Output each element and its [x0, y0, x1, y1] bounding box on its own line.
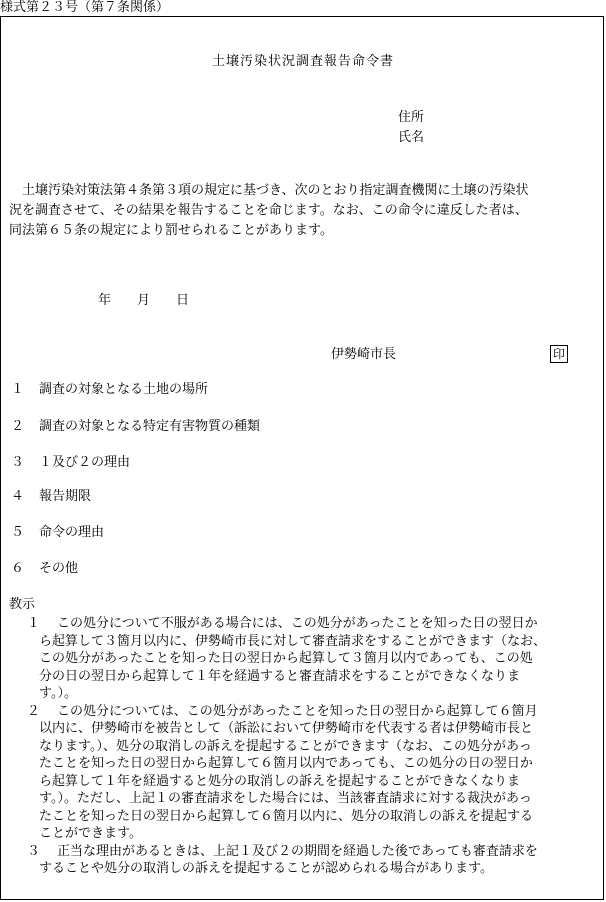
- form-number: 様式第２３号（第７条関係）: [0, 0, 170, 15]
- note-line: たことを知った日の翌日から起算して６箇月以内に、処分の取消しの訴えを提起する: [39, 808, 534, 824]
- date-day: 日: [176, 293, 190, 308]
- item-number: ５: [11, 525, 25, 540]
- date-month: 月: [137, 293, 151, 308]
- note-line: この処分について不服がある場合には、この処分があったことを知った日の翌日か: [57, 616, 538, 631]
- item-number: ６: [11, 561, 25, 576]
- list-item: [11, 419, 260, 435]
- note-line: この処分については、この処分があったことを知った日の翌日から起算して６箇月: [57, 703, 538, 719]
- note-number: ２: [27, 703, 41, 719]
- item-number: ３: [11, 455, 25, 470]
- item-label: 調査の対象となる特定有害物質の種類: [39, 419, 261, 434]
- note-line: 以内に、伊勢崎市を被告として（訴訟において伊勢崎市を代表する者は伊勢崎市長と: [39, 721, 534, 736]
- note-number: １: [27, 616, 41, 631]
- note-line: たことを知った日の翌日から起算して６箇月以内であっても、この処分の日の翌日か: [39, 756, 533, 771]
- order-body-line: 況を調査させて、その結果を報告することを命じます。なお、この命令に違反した者は、: [9, 203, 528, 218]
- instructions-label: 教示: [9, 597, 36, 612]
- note-line: 分の日の翌日から起算して１年を経過すると審査請求をすることができなくなりま: [39, 668, 521, 684]
- note-number: ３: [27, 843, 41, 859]
- note-line: することや処分の取消しの訴えを提起することが認められる場合があります。: [39, 861, 493, 876]
- document-frame: [0, 16, 604, 900]
- order-body-line: 土壌汚染対策法第４条第３項の規定に基づき、次のとおり指定調査機関に土壌の汚染状: [9, 183, 529, 198]
- date-row: [98, 293, 189, 309]
- note-line: 正当な理由があるときは、上記１及び２の期間を経過した後であっても審査請求を: [57, 843, 538, 859]
- item-label: １及び２の理由: [39, 455, 131, 470]
- instruction-note: [9, 843, 599, 878]
- item-number: １: [11, 382, 25, 397]
- list-item: [11, 455, 130, 471]
- item-label: 報告期限: [39, 489, 92, 504]
- address-label: 住所: [398, 110, 425, 125]
- list-item: [11, 489, 91, 505]
- list-item: [11, 382, 208, 398]
- item-label: 調査の対象となる土地の場所: [39, 382, 209, 397]
- instruction-note: [9, 615, 599, 703]
- order-body: [9, 181, 593, 241]
- list-item: [11, 525, 104, 541]
- list-item: [11, 561, 78, 577]
- item-number: ４: [11, 489, 25, 504]
- document-title: 土壌汚染状況調査報告命令書: [211, 54, 394, 69]
- note-line: す。）。: [39, 686, 77, 701]
- note-line: す。）。ただし、上記１の審査請求をした場合には、当該審査請求に対する裁決があっ: [39, 791, 532, 806]
- item-label: 命令の理由: [39, 525, 105, 540]
- instruction-note: [9, 703, 599, 843]
- note-line: ら起算して３箇月以内に、伊勢崎市長に対して審査請求をすることができます（なお、: [39, 633, 547, 649]
- note-line: ら起算して１年を経過すると処分の取消しの訴えを提起することができなくなりま: [39, 773, 521, 789]
- note-line: なります。）、処分の取消しの訴えを提起することができます（なお、この処分があっ: [39, 738, 532, 754]
- note-line: この処分があったことを知った日の翌日から起算して３箇月以内であっても、この処: [39, 651, 533, 666]
- order-body-line: 同法第６５条の規定により罰せられることがあります。: [9, 223, 333, 238]
- item-label: その他: [39, 561, 79, 576]
- item-number: ２: [11, 419, 25, 434]
- issuer-title: 伊勢崎市長: [331, 347, 397, 362]
- name-label: 氏名: [398, 130, 425, 145]
- seal-mark: 印: [550, 345, 568, 363]
- note-line: ことができます。: [39, 826, 142, 841]
- date-year: 年: [98, 293, 112, 308]
- instructions-notes: [9, 615, 599, 878]
